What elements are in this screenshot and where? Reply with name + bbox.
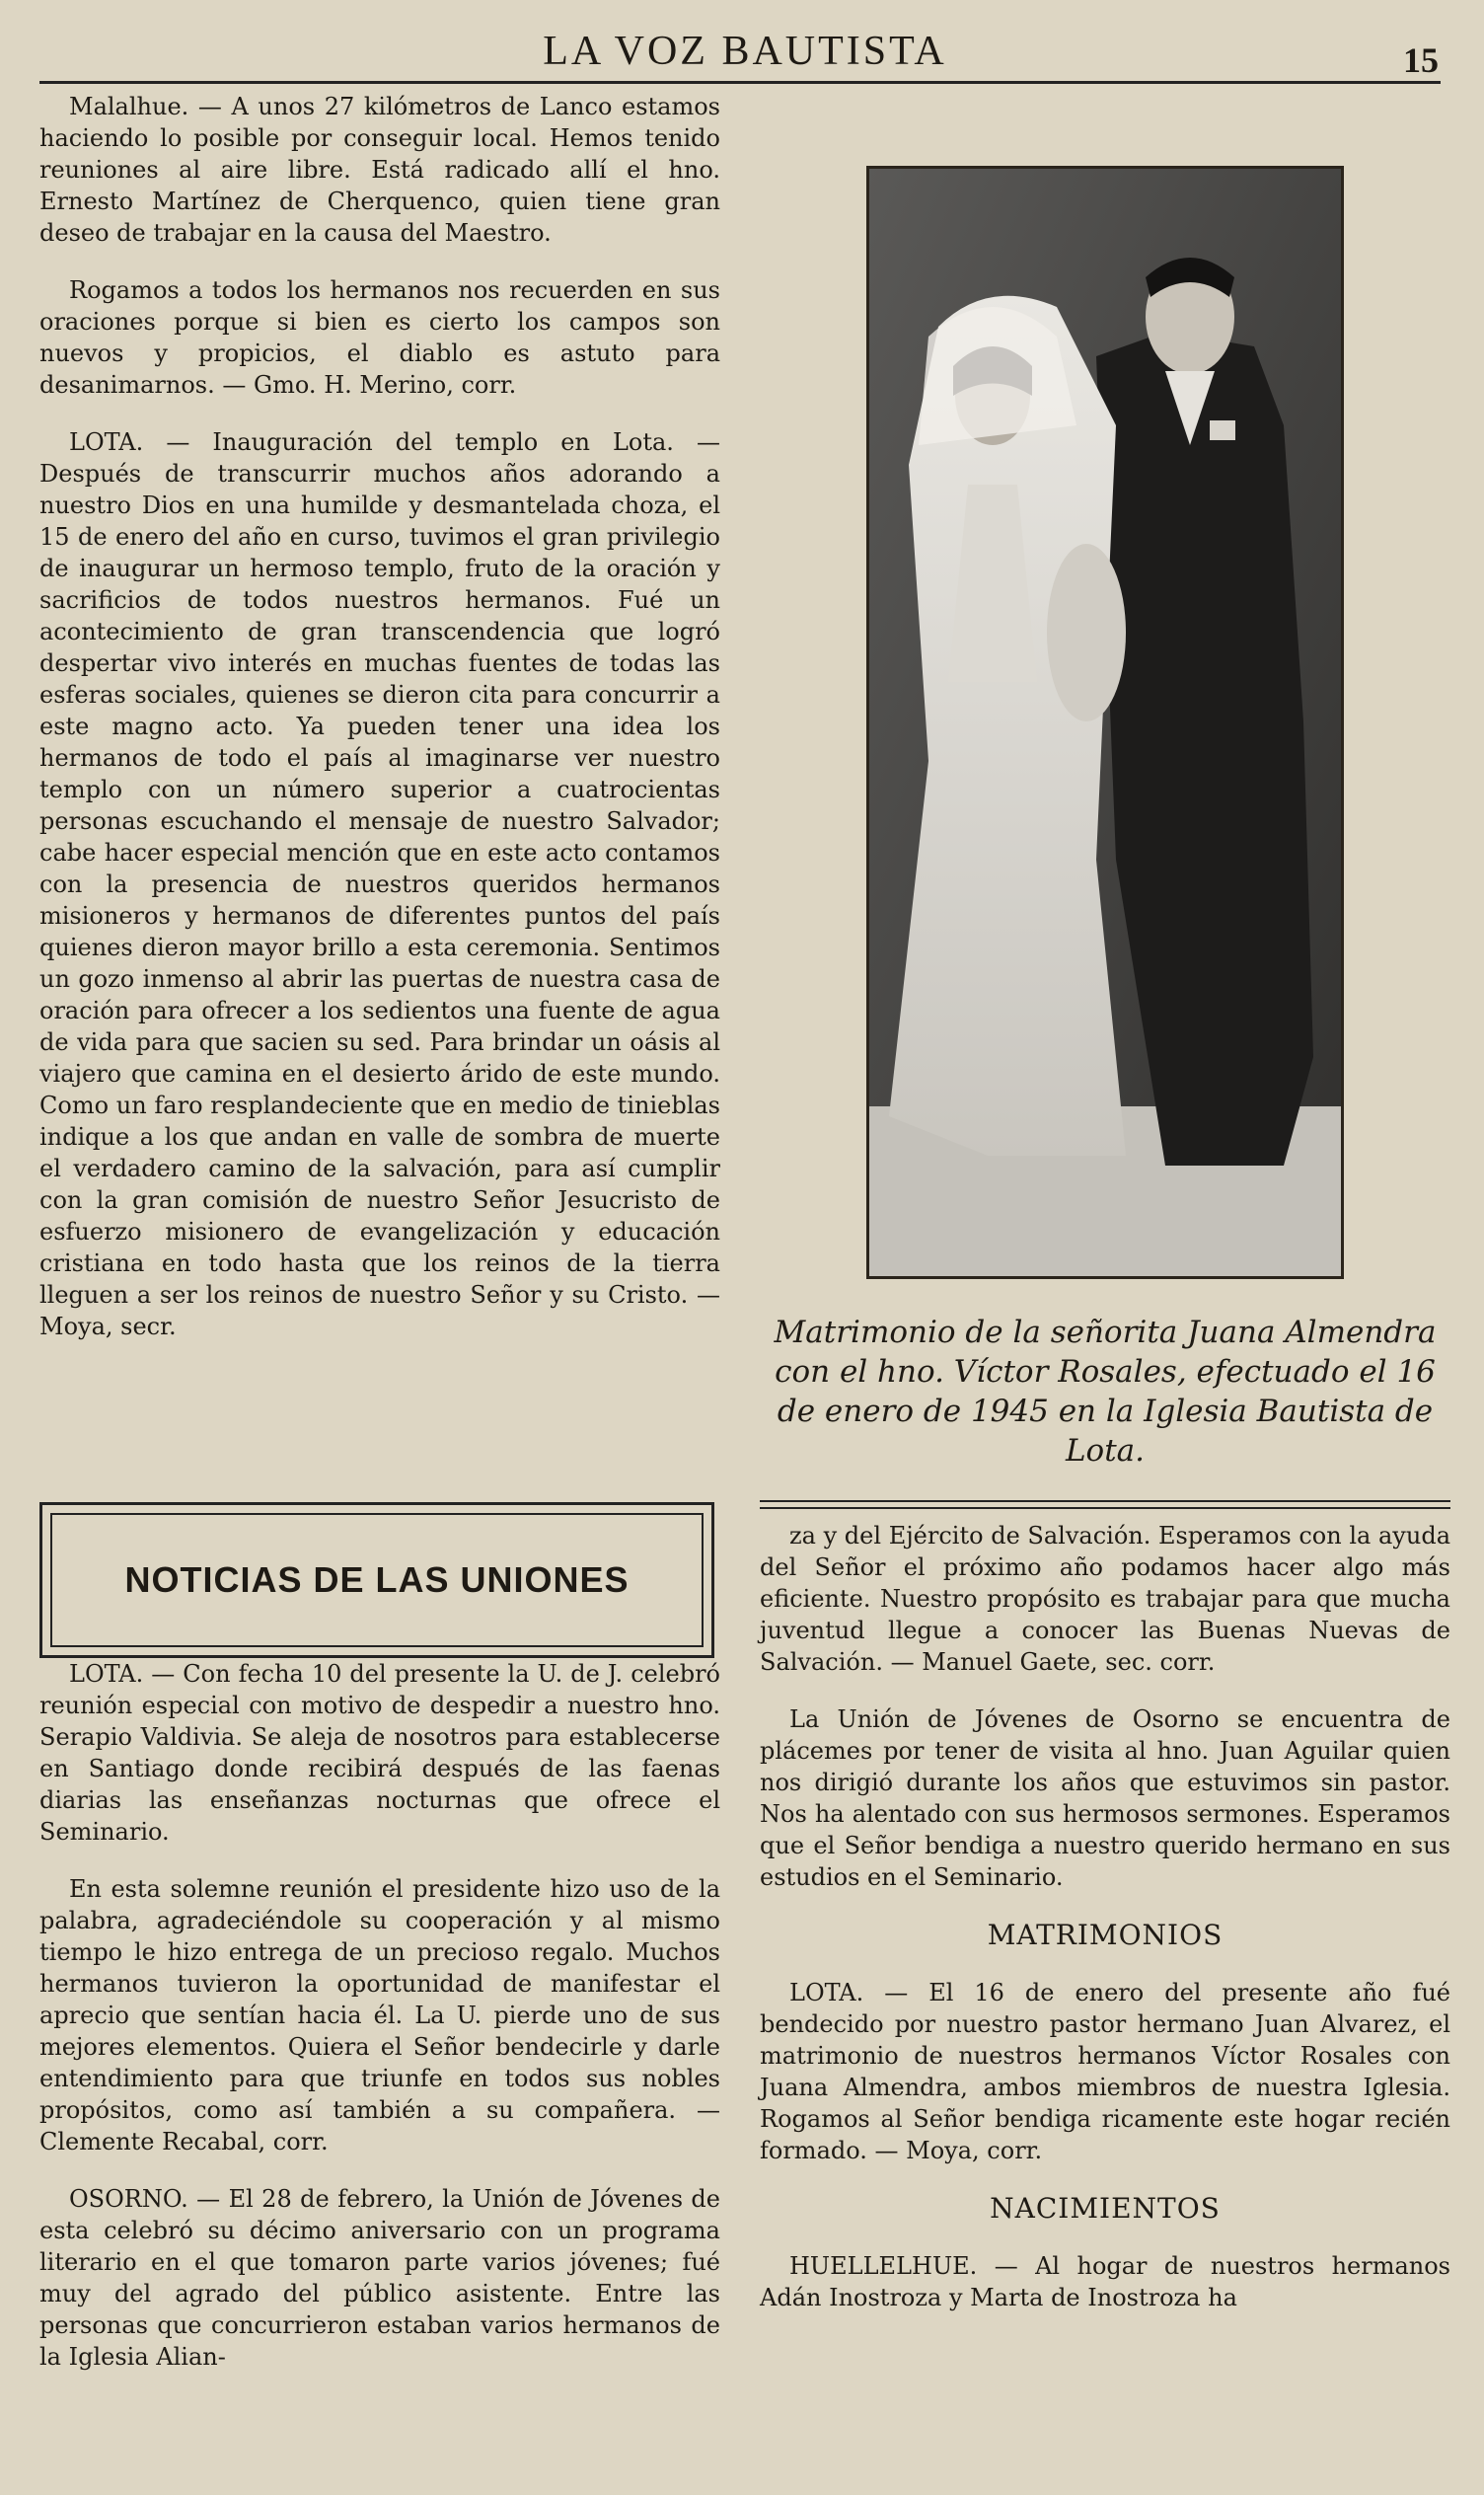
article-malalhue-cont: Rogamos a todos los hermanos nos recuerden en sus oraciones porque si bien es cierto los campos son nuevos y propicios, el diablo es astuto para desanimarnos. — Gmo. H. Merino, corr.: [39, 276, 720, 399]
article-lota-union: LOTA. — Con fecha 10 del presente la U. de J. celebró reunión especial con motivo de despedir a nuestro hno. Serapio Valdivia. Se aleja de nosotros para establecerse en Santiago donde recibirá después de las faenas diarias las enseñanzas nocturnas que ofrece el Seminario.: [39, 1660, 720, 1846]
wedding-photo-image: [869, 169, 1341, 1276]
page-header: [39, 22, 1450, 80]
header-rule: [39, 81, 1441, 84]
article-nacimiento-huellelhue: HUELLELHUE. — Al hogar de nuestros hermanos Adán Inostroza y Marta de Inostroza ha: [760, 2252, 1450, 2311]
publication-title: LA VOZ BAUTISTA: [543, 29, 947, 74]
section-title-box: [39, 1502, 714, 1658]
article-lota-union-cont: En esta solemne reunión el presidente hizo uso de la palabra, agradeciéndole su cooperación y al mismo tiempo le hizo entrega de un precioso regalo. Muchos hermanos tuvieron la oportunidad de manifestar el aprecio que sentían hacia él. La U. pierde uno de sus mejores elementos. Quiera el Señor bendecirle y darle entendimiento para que triunfe en todos sus nobles propósitos, como así también a su compañera. — Clemente Recabal, corr.: [39, 1875, 720, 2155]
page-number: 15: [1403, 40, 1439, 80]
article-lota-templo: LOTA. — Inauguración del templo en Lota. — Después de transcurrir muchos años adorando a nuestro Dios en una humilde y desmantelada choza, el 15 de enero del año en curso, tuvimos el gran privilegio de inaugurar un hermoso templo, fruto de la oración y sacrificios de todos nuestros hermanos. Fué un acontecimiento de gran transcendencia que logró despertar vivo interés en muchas fuentes de todas las esferas sociales, quienes se dieron cita para concurrir a este magno acto. Ya pueden tener una idea los hermanos de todo el país al imaginarse ver nuestro templo con un número superior a cuatrocientas personas escuchando el mensaje de nuestro Salvador; cabe hacer especial mención que en este acto contamos con la presencia de nuestros queridos hermanos misioneros y hermanos de diferentes puntos del país quienes dieron mayor brillo a esta ceremonia. Sentimos un gozo inmenso al abrir las puertas de nuestra casa de oración para ofrecer a los sedientos una fuente de agua de vida para que sacien su sed. Para brindar un oásis al viajero que camina en el desierto árido de este mundo. Como un faro resplandeciente que en medio de tinieblas indique a los que andan en valle de sombra de muerte el verdadero camino de la salvación, para así cumplir con la gran comisión de nuestro Señor Jesucristo de esfuerzo misionero de evangelización y educación cristiana en todo hasta que los reinos de la tierra lleguen a ser los reinos de nuestro Señor y su Cristo. — Moya, secr.: [39, 428, 720, 1340]
matrimonios-heading: MATRIMONIOS: [987, 1919, 1224, 1951]
photo-caption: Matrimonio de la señorita Juana Almendra con el hno. Víctor Rosales, efectuado el 16 de enero de 1945 en la Iglesia Bautista de Lota.: [774, 1315, 1437, 1469]
section-title: NOTICIAS DE LAS UNIONES: [50, 1513, 704, 1647]
left-column-top: [39, 91, 720, 1368]
article-osorno-cont: za y del Ejército de Salvación. Esperamos con la ayuda del Señor el próximo año podamos hacer algo más eficiente. Nuestro propósito es trabajar para que mucha juventud llegue a conocer las Buenas Nuevas de Salvación. — Manuel Gaete, sec. corr.: [760, 1522, 1450, 1676]
right-divider-rule-1: [760, 1500, 1450, 1502]
article-malalhue: Malalhue. — A unos 27 kilómetros de Lanco estamos haciendo lo posible por conseguir local. Hemos tenido reuniones al aire libre. Está radicado allí el hno. Ernesto Martínez de Cherquenco, quien tiene gran deseo de trabajar en la causa del Maestro.: [39, 93, 720, 247]
right-divider-rule-2: [760, 1507, 1450, 1509]
wedding-photo: [866, 166, 1344, 1279]
article-osorno: OSORNO. — El 28 de febrero, la Unión de Jóvenes de esta celebró su décimo aniversario con un programa literario en el que tomaron parte varios jóvenes; fué muy del agrado del público asistente. Entre las personas que concurrieron estaban varios hermanos de la Iglesia Alian-: [39, 2185, 720, 2371]
article-osorno-visita: La Unión de Jóvenes de Osorno se encuentra de plácemes por tener de visita al hno. Juan Aguilar quien nos dirigió durante los años que estuvimos sin pastor. Nos ha alentado con sus hermosos sermones. Esperamos que el Señor bendiga a nuestro querido hermano en sus estudios en el Seminario.: [760, 1705, 1450, 1891]
left-column-bottom: [39, 1658, 720, 2398]
article-matrimonio-lota: LOTA. — El 16 de enero del presente año fué bendecido por nuestro pastor hermano Juan Alvarez, el matrimonio de nuestros hermanos Víctor Rosales con Juana Almendra, ambos miembros de nuestra Iglesia. Rogamos al Señor bendiga ricamente este hogar recién formado. — Moya, corr.: [760, 1979, 1450, 2164]
right-column-bottom: [760, 1520, 1450, 2339]
nacimientos-heading: NACIMIENTOS: [990, 2192, 1221, 2225]
